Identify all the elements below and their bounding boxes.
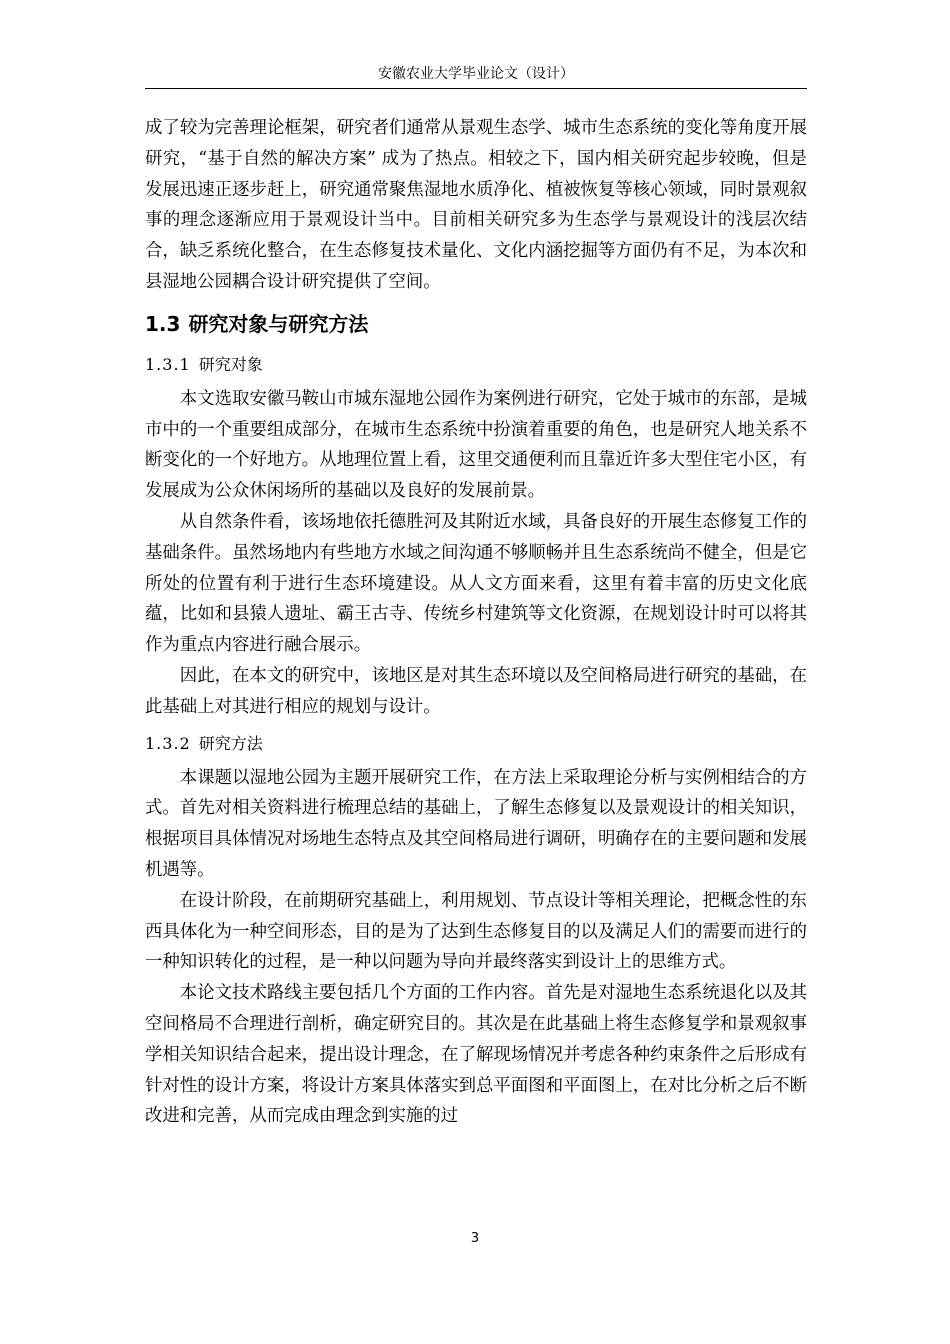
subsection-number: 1.3.1 [145, 354, 191, 374]
paragraph: 本论文技术路线主要包括几个方面的工作内容。首先是对湿地生态系统退化以及其空间格局不合理进行剖析，确定研究目的。其次是在此基础上将生态修复学和景观叙事学相关知识结合起来，提出设计理念，在了解现场情况并考虑各种约束条件之后形成有针对性的设计方案，将设计方案具体落实到总平面图和平面图上，在对比分析之后不断改进和完善，从而完成由理念到实施的过 [145, 983, 807, 1127]
section-number: 1.3 [145, 311, 181, 336]
page-body [145, 113, 807, 1132]
paragraph: 从自然条件看，该场地依托德胜河及其附近水域，具备良好的开展生态修复工作的基础条件。虽然场地内有些地方水域之间沟通不够顺畅并且生态系统尚不健全，但是它所处的位置有利于进行生态环境建设。从人文方面来看，这里有着丰富的历史文化底蕴，比如和县猿人遗址、霸王古寺、传统乡村建筑等文化资源，在规划设计时可以将其作为重点内容进行融合展示。 [145, 511, 807, 656]
paragraph: 成了较为完善理论框架，研究者们通常从景观生态学、城市生态系统的变化等角度开展研究，“基于自然的解决方案” 成为了热点。相较之下，国内相关研究起步较晚，但是发展迅速正逐步赶上，研究通常聚焦湿地水质净化、植被恢复等核心领域，同时景观叙事的理念逐渐应用于景观设计当中。目前相关研究多为生态学与景观设计的浅层次结合，缺乏系统化整合，在生态修复技术量化、文化内涵挖掘等方面仍有不足，为本次和县湿地公园耦合设计研究提供了空间。 [145, 118, 807, 292]
section-heading-1-3 [145, 304, 807, 344]
paragraph: 本课题以湿地公园为主题开展研究工作，在方法上采取理论分析与实例相结合的方式。首先对相关资料进行梳理总结的基础上，了解生态修复以及景观设计的相关知识，根据项目具体情况对场地生态特点及其空间格局进行调研，明确存在的主要问题和发展机遇等。 [145, 767, 807, 880]
subsection-title: 研究对象 [198, 354, 263, 374]
section-title: 研究对象与研究方法 [188, 311, 369, 336]
subsection-title: 研究方法 [198, 733, 263, 753]
subsection-heading-1-3-2 [145, 725, 807, 763]
header-title: 安徽农业大学毕业论文（设计） [378, 66, 574, 82]
paragraph: 本文选取安徽马鞍山市城东湿地公园作为案例进行研究，它处于城市的东部，是城市中的一个重要组成部分，在城市生态系统中扮演着重要的角色，也是研究人地关系不断变化的一个好地方。从地理位置上看，这里交通便利而且靠近许多大型住宅小区，有发展成为公众休闲场所的基础以及良好的发展前景。 [145, 388, 807, 502]
subsection-number: 1.3.2 [145, 733, 191, 753]
subsection-heading-1-3-1 [145, 346, 807, 384]
page-header [145, 62, 807, 89]
paragraph: 在设计阶段，在前期研究基础上，利用规划、节点设计等相关理论，把概念性的东西具体化为一种空间形态，目的是为了达到生态修复目的以及满足人们的需要而进行的一种知识转化的过程，是一种以问题为导向并最终落实到设计上的思维方式。 [145, 890, 807, 973]
paragraph: 因此，在本文的研究中，该地区是对其生态环境以及空间格局进行研究的基础，在此基础上对其进行相应的规划与设计。 [145, 665, 807, 717]
page-number: 3 [470, 1231, 480, 1246]
